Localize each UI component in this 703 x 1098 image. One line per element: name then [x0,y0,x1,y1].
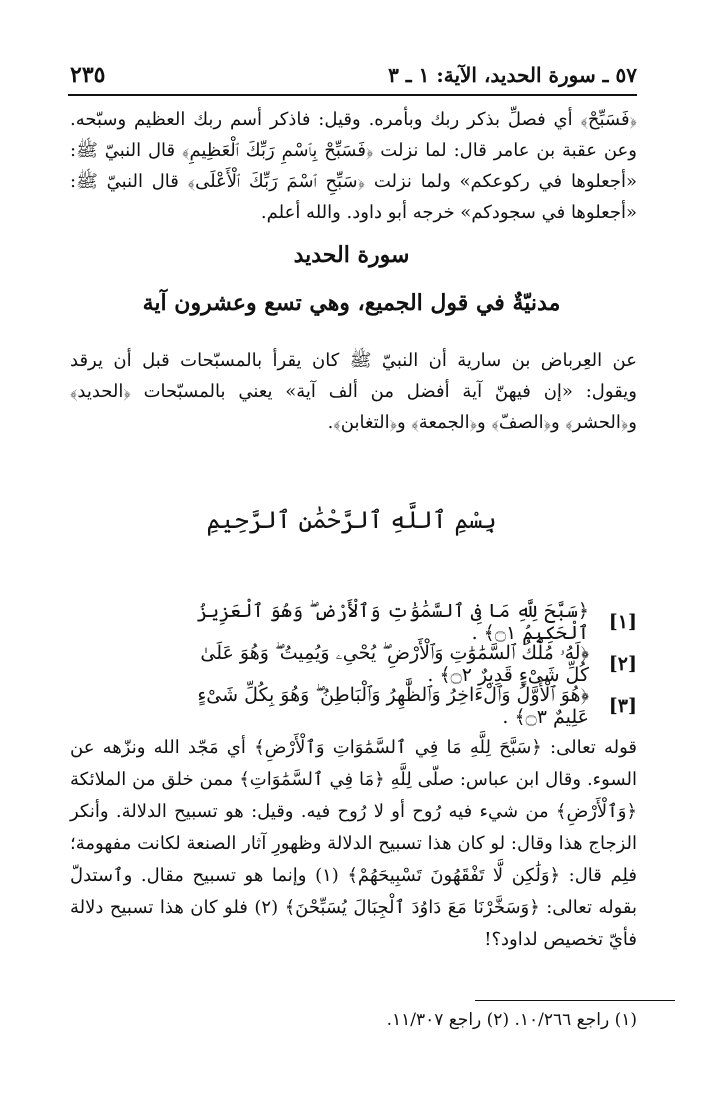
surah-title: سورة الحديد [293,242,410,268]
page-header [70,58,637,92]
basmala: بِسْمِ ٱللَّهِ ٱلرَّحْمَٰنِ ٱلرَّحِيمِ [206,506,497,534]
verse-3 [180,684,637,728]
verse-2 [180,642,637,686]
verse-text: ﴿هُوَ ٱلْأَوَّلُ وَٱلْءَاخِرُ وَٱلظَّٰهِرُ وَٱلْبَاطِنُ ۖ وَهُوَ بِكُلِّ شَىْءٍ عَلِيمٌ ۝٣﴾ . [197,684,589,728]
intro-paragraph: ﴿فَسَبِّحْ﴾ أي فصلِّ بذكر ربك وبأمره. وقيل: فاذكر أسم ربك العظيم وسبّحه. وعن عقبة بن عامر قال: لما نزلت ﴿فَسَبِّحْ بِٱسْمِ رَبِّكَ ٱلْعَظِيمِ﴾ قال النبيّ ﷺ: «أجعلوها في ركوعكم» ولما نزلت ﴿سَبِّحِ ٱسْمَ رَبِّكَ ٱلْأَعْلَى﴾ قال النبيّ ﷺ: «أجعلوها في سجودكم» خرجه أبو داود. والله أعلم. [70,109,637,223]
verse-text: ﴿لَهُۥ مُلْكُ ٱلسَّمَٰوَٰتِ وَٱلْأَرْضِ ۖ يُحْىِۦ وَيُمِيتُ ۖ وَهُوَ عَلَىٰ كُلِّ شَىْءٍ قَدِيرٌ ۝٢﴾ . [200,642,589,686]
verse-number: [٢] [608,653,637,675]
verse-1 [180,600,637,644]
verse-number: [١] [608,611,637,633]
footnote-divider [475,1000,675,1001]
page-number: ٢٣٥ [70,62,106,88]
hadith-paragraph: عن العِرباض بن سارية أن النبيّ ﷺ كان يقرأ بالمسبّحات قبل أن يرقد ويقول: «إن فيهنّ آية أفضل من ألف آية» يعني بالمسبّحات ﴿الحديد﴾ و﴿الحشر﴾ و﴿الصفّ﴾ و﴿الجمعة﴾ و﴿التغابن﴾. [70,350,637,433]
header-divider [68,94,637,96]
surah-subtitle: مدنيّةٌ في قول الجميع، وهي تسع وعشرون آية [142,290,561,316]
commentary-paragraph: قوله تعالى: ﴿سَبَّحَ لِلَّهِ مَا فِي ٱلسَّمَٰوَاتِ وَٱلْأَرْضِ﴾ أي مَجّد الله ونزّهه عن السوء. وقال ابن عباس: صلّى لِلَّهِ ﴿مَا فِي ٱلسَّمَٰوَاتِ﴾ ممن خلق من الملائكة ﴿وَٱلْأَرْضِ﴾ من شيء فيه رُوح أو لا رُوح فيه. وقيل: هو تسبيح الدلالة. وأنكر الزجاج هذا وقال: لو كان هذا تسبيح الدلالة وظهورِ آثار الصنعة لكانت مفهومة؛ فلِم قال: ﴿وَلَٰكِن لَّا تَفْقَهُونَ تَسْبِيحَهُمْ﴾ (١) وإنما هو تسبيح مقال. وٱستدلّ بقوله تعالى: ﴿وَسَخَّرْنَا مَعَ دَاوُدَ ٱلْجِبَالَ يُسَبِّحْنَ﴾ (٢) فلو كان هذا تسبيح دلالة فأيّ تخصيص لداود؟! [70,737,637,950]
running-title: ٥٧ ـ سورة الحديد، الآية: ١ ـ ٣ [388,63,637,87]
footnotes: (١) راجع ١٠/٢٦٦. (٢) راجع ١١/٣٠٧. [386,1010,637,1030]
verse-number: [٣] [608,695,637,717]
verse-text: ﴿سَبَّحَ لِلَّهِ مَا فِى ٱلسَّمَٰوَٰتِ وَٱلْأَرْضِ ۖ وَهُوَ ٱلْعَزِيزُ ٱلْحَكِيمُ ۝١﴾ . [196,600,589,644]
